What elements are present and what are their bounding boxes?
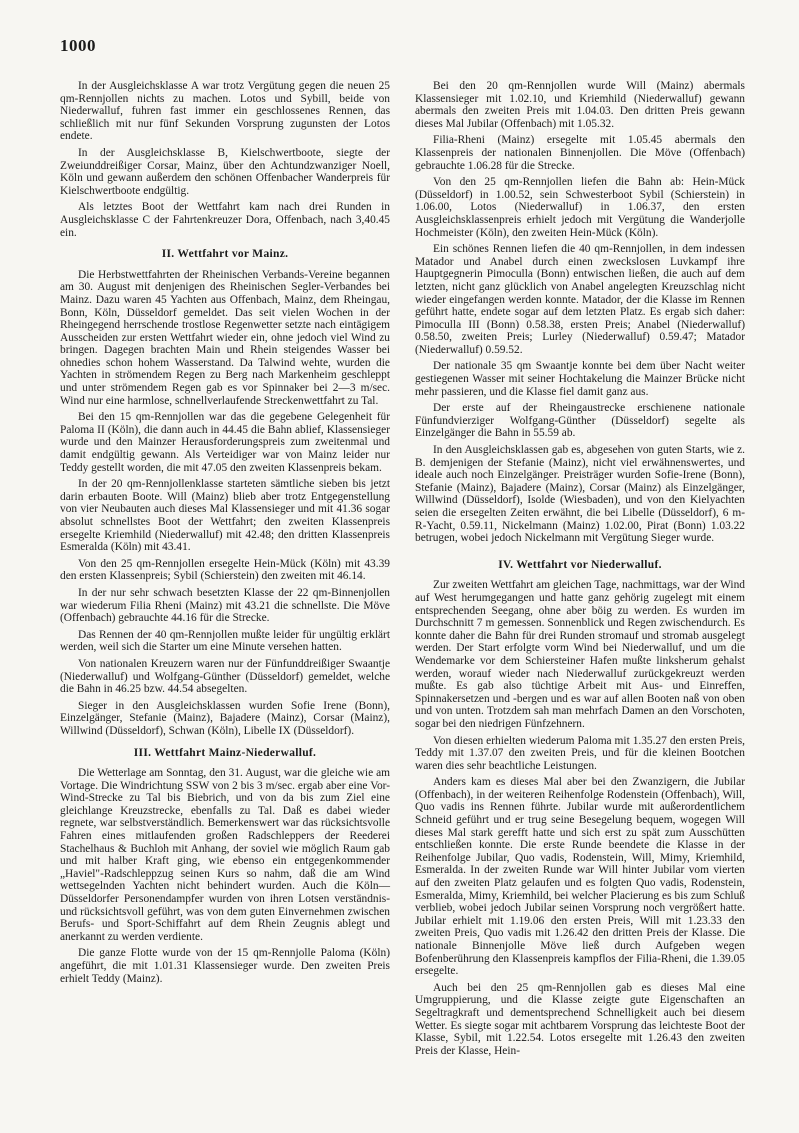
section-heading: IV. Wettfahrt vor Niederwalluf. [498, 558, 662, 571]
paragraph: Auch bei den 25 qm-Rennjollen gab es dieses Mal eine Umgruppierung, und die Klasse zeigte gute Eigenschaften an Segeltragkraft und dementsprechend Schnelligkeit auch bei diesem Wetter. Es siegte sogar mit achtbarem Vorsprung das leichteste Boot der Klasse, Sybil, mit 1.22.54. Lotos ersegelte mit 1.26.43 den zweiten Preis der Klasse, Hein- [415, 981, 745, 1057]
paragraph: Das Rennen der 40 qm-Rennjollen mußte leider für ungültig erklärt werden, weil sich die Starter um eine Minute versehen hatten. [60, 628, 390, 654]
paragraph: Zur zweiten Wettfahrt am gleichen Tage, nachmittags, war der Wind auf West herumgegangen und hatte ganz gehörig zugelegt mit einem entsprechenden Seegang, ohne aber böig zu werden. Es wurden im Durchschnitt 7 m gemessen. Sonnenblick und Regen zwischendurch. Es konnte daher die Bahn für drei Runden stromauf und stromab ausgelegt werden. Der Start erfolgte vorm Wind bei Niederwalluf, und um die Wendemarke vor dem Schiersteiner Hafen mußte linksherum gehalst werden, worauf wieder nach Niederwalluf zurückgekreuzt werden mußte. Es gab also tüchtige Arbeit mit Aus- und Einreffen, Spinnakersetzen und -bergen und es war auf allen Booten naß von oben und von unten. Trotzdem sah man mehrfach Damen an den Vorschoten, sogar bei den niedrigen Fünfzehnern. [415, 579, 745, 730]
paragraph: In der nur sehr schwach besetzten Klasse der 22 qm-Binnenjollen war wiederum Filia Rheni (Mainz) mit 43.21 die schnellste. Die Möve (Offenbach) gebrauchte 44.16 für die Strecke. [60, 586, 390, 625]
left-column [60, 80, 390, 989]
paragraph: Die ganze Flotte wurde von der 15 qm-Rennjolle Paloma (Köln) angeführt, die mit 1.01.31 Klassensieger wurde. Den zweiten Preis erhielt Teddy (Mainz). [60, 947, 390, 985]
paragraph: In der Ausgleichsklasse B, Kielschwertboote, siegte der Zweiunddreißiger Corsar, Mainz, über den Achtundzwanziger Noell, Köln und gewann außerdem den schönen Offenbacher Wanderpreis für Kielschwertboote endgültig. [60, 146, 390, 197]
paragraph: In der 20 qm-Rennjollenklasse starteten sämtliche sieben bis jetzt darin erbauten Boote. Will (Mainz) blieb aber trotz Entgegenstellung von vier Neubauten auch dieses Mal Klassensieger und mit 41.36 sogar absolut schnellstes Boot der Wettfahrt; den zweiten Klassenpreis ersegelte Kriemhild (Niederwalluf) mit 42.48; den dritten Klassenpreis Esmeralda (Köln) mit 43.41. [60, 478, 390, 554]
paragraph: In den Ausgleichsklassen gab es, abgesehen von guten Starts, wie z. B. demjenigen der Stefanie (Mainz), nicht viel erwähnenswertes, und ideale auch noch Einzelgänger. Preisträger wurden Sofie-Irene (Bonn), Stefanie (Mainz), Bajadere (Mainz), Corsar (Mainz) als Einzelgänger, Willwind (Düsseldorf), Isolde (Wiesbaden), und von den Kielyachten seien die ersegelten Zeiten erwähnt, die bei Libelle (Düsseldorf), 6 m-R-Yacht, 0.59.11, Nickelmann (Mainz) 1.02.00, Pirat (Bonn) 1.03.22 betrugen, wobei jedoch Nickelmann mit Vergütung Sieger wurde. [415, 444, 745, 545]
paragraph: Ein schönes Rennen liefen die 40 qm-Rennjollen, in dem indessen Matador und Anabel durch einen zweckslosen Luvkampf ihre Hauptgegnerin Pimoculla (Bonn) entwischen ließen, die auch auf dem letzten, nicht ganz glücklich von Anabel angelegten Kreuzschlag nicht wieder eingefangen werden konnte. Matador, der die Klasse im Rennen geführt hatte, endete sogar auf dem letzten Platz. Es ergab sich daher: Pimoculla III (Bonn) 0.58.38, ersten Preis; Anabel (Niederwalluf) 0.58.50, zweiten Preis; Lurley (Niederwalluf) 0.59.47; Matador (Niederwalluf) 0.59.52. [415, 243, 745, 356]
page-number: 1000 [60, 36, 96, 55]
right-column [415, 80, 745, 1061]
paragraph: Von nationalen Kreuzern waren nur der Fünfunddreißiger Swaantje (Niederwalluf) und Wolfgang-Günther (Düsseldorf) gemeldet, welche die Bahn in 46.25 bzw. 44.54 absegelten. [60, 657, 390, 696]
paragraph: Der nationale 35 qm Swaantje konnte bei dem über Nacht weiter gestiegenen Wasser mit seiner Hochtakelung die Mainzer Brücke nicht mehr passieren, und die Klasse fiel damit ganz aus. [415, 360, 745, 398]
paragraph: Von den 25 qm-Rennjollen ersegelte Hein-Mück (Köln) mit 43.39 den ersten Klassenpreis; Sybil (Schierstein) den zweiten mit 46.14. [60, 557, 390, 583]
paragraph: Filia-Rheni (Mainz) ersegelte mit 1.05.45 abermals den Klassenpreis der nationalen Binnenjollen. Die Möve (Offenbach) gebrauchte 1.06.28 für die Strecke. [415, 134, 745, 172]
paragraph: Der erste auf der Rheingaustrecke erschienene nationale Fünfundvierziger Wolfgang-Günther (Düsseldorf) segelte als Einzelgänger die Bahn in 55.59 ab. [415, 402, 745, 440]
paragraph: Von den 25 qm-Rennjollen liefen die Bahn ab: Hein-Mück (Düsseldorf) in 1.00.52, sein Schwesterboot Sybil (Schierstein) in 1.06.00, Lotos (Niederwalluf) in 1.06.37, den ersten Ausgleichsklassenpreis erhielt jedoch mit Vergütung die Wanderjolle Hochmeister (Köln), den zweiten Hein-Mück (Köln). [415, 176, 745, 239]
section-heading: II. Wettfahrt vor Mainz. [161, 248, 289, 261]
paragraph: Anders kam es dieses Mal aber bei den Zwanzigern, die Jubilar (Offenbach), in der weiteren Reihenfolge Rodenstein (Offenbach), Will, Quo vadis ins Rennen führte. Jubilar wurde mit außerordentlichem Schneid geführt und er trug seine Besegelung bequem, wogegen Will dieses Mal stark gerefft hatte und sich erst zu spät zum Ausschütten entschließen konnte. Die erste Runde beendete die Klasse in der Reihenfolge Jubilar, Quo vadis, Rodenstein, Will, Mimy, Kriemhild, Esmeralda. In der zweiten Runde war Will hinter Jubilar vom vierten auf den zweiten Platz gelaufen und es folgten Quo vadis, Rodenstein, Esmeralda, Mimy, Kriemhild, bei welcher Placierung es bis zum Schluß verblieb, wobei jedoch Jubilar seinen Vorsprung noch vergrößert hatte. Jubilar erhielt mit 1.19.06 den ersten Preis, Will mit 1.23.33 den zweiten Preis, Quo vadis mit 1.26.42 den dritten Preis der Klasse. Die nationale Binnenjolle Möve ließ durch Aufgeben wegen Bofenberührung den Klassenpreis kampflos der Filia-Rheni, die 1.39.05 ersegelte. [415, 776, 745, 978]
paragraph: Als letztes Boot der Wettfahrt kam nach drei Runden in Ausgleichsklasse C der Fahrtenkreuzer Dora, Offenbach, nach 3,40.45 ein. [60, 201, 390, 239]
paragraph: Bei den 15 qm-Rennjollen war das die gegebene Gelegenheit für Paloma II (Köln), die dann auch in 44.45 die Bahn ablief, Klassensieger wurde und den Mainzer Herausforderungspreis zum zweitenmal und damit endgültig gewann. Als Verteidiger war von Mainz leider nur Teddy gestellt worden, die mit 47.05 den zweiten Klassenpreis bekam. [60, 411, 390, 474]
paragraph: Die Herbstwettfahrten der Rheinischen Verbands-Vereine begannen am 30. August mit denjenigen des Rheinischen Segler-Verbandes bei Mainz. Dazu waren 45 Yachten aus Offenbach, Mainz, dem Rheingau, Bonn, Köln, Düsseldorf gemeldet. Das seit vielen Wochen in der Rheingegend herrschende trostlose Regenwetter setzte nach eintägigem Ausscheiden zur ersten Wettfahrt wieder ein, ohne jedoch viel Wind zu bringen. Dagegen brachten Main und Rhein steigendes Wasser bei ohnedies schon hohem Wasserstand. Da Talwind wehte, wurden die Yachten in strömendem Regen zu Berg nach Markenheim geschleppt und unter strömendem Regen gab es vor Spinnaker bei 2—3 m/sec. Wind nur eine harmlose, schnellverlaufende Streckenwettfahrt zu Tal. [60, 268, 390, 407]
section-heading: III. Wettfahrt Mainz-Niederwalluf. [133, 746, 317, 759]
paragraph: Sieger in den Ausgleichsklassen wurden Sofie Irene (Bonn), Einzelgänger, Stefanie (Mainz), Bajadere (Mainz), Corsar (Mainz), Willwind (Düsseldorf), Schwan (Köln), Libelle IX (Düsseldorf). [60, 699, 390, 737]
paragraph: Die Wetterlage am Sonntag, den 31. August, war die gleiche wie am Vortage. Die Windrichtung SSW von 2 bis 3 m/sec. ergab aber eine Vor-Wind-Strecke zu Tal bis Biebrich, und von da bis zum Ziel eine gleichlange Kreuzstrecke, ebenfalls zu Tal. Daß es dabei wieder regnete, war selbstverständlich. Bemerkenswert war das rücksichtsvolle Fahren eines mitlaufenden großen Radschleppers der Reederei Stachelhaus & Buchloh mit Anhang, der soviel wie möglich Raum gab und mit halber Kraft ging, wie ebenso ein entgegenkommender „Haviel"-Radschleppzug seinen Kurs so nahm, daß die am Wind wettsegelnden Yachten nicht behindert wurden. Auch die Köln—Düsseldorfer Personendampfer wurden von ihren Lotsen verständnis- und rücksichtsvoll geführt, was von dem guten Einvernehmen zwischen Berufs- und Sport-Schiffahrt auf dem Rhein Zeugnis ablegt und anerkannt zu werden verdiente. [60, 767, 390, 943]
paragraph: In der Ausgleichsklasse A war trotz Vergütung gegen die neuen 25 qm-Rennjollen nichts zu machen. Lotos und Sybill, beide von Niederwalluf, fuhren fast immer ein geschlossenes Rennen, das schließlich mit nur fünf Sekunden Vorsprung zugunsten der Lotos endete. [60, 80, 390, 143]
paragraph: Von diesen erhielten wiederum Paloma mit 1.35.27 den ersten Preis, Teddy mit 1.37.07 den zweiten Preis, und für die kleinen Bootchen waren dies sehr beachtliche Leistungen. [415, 734, 745, 772]
paragraph: Bei den 20 qm-Rennjollen wurde Will (Mainz) abermals Klassensieger mit 1.02.10, und Kriemhild (Niederwalluf) gewann abermals den zweiten Preis mit 1.04.03. Den dritten Preis gewann dieses Mal Jubilar (Offenbach) mit 1.05.32. [415, 80, 745, 130]
